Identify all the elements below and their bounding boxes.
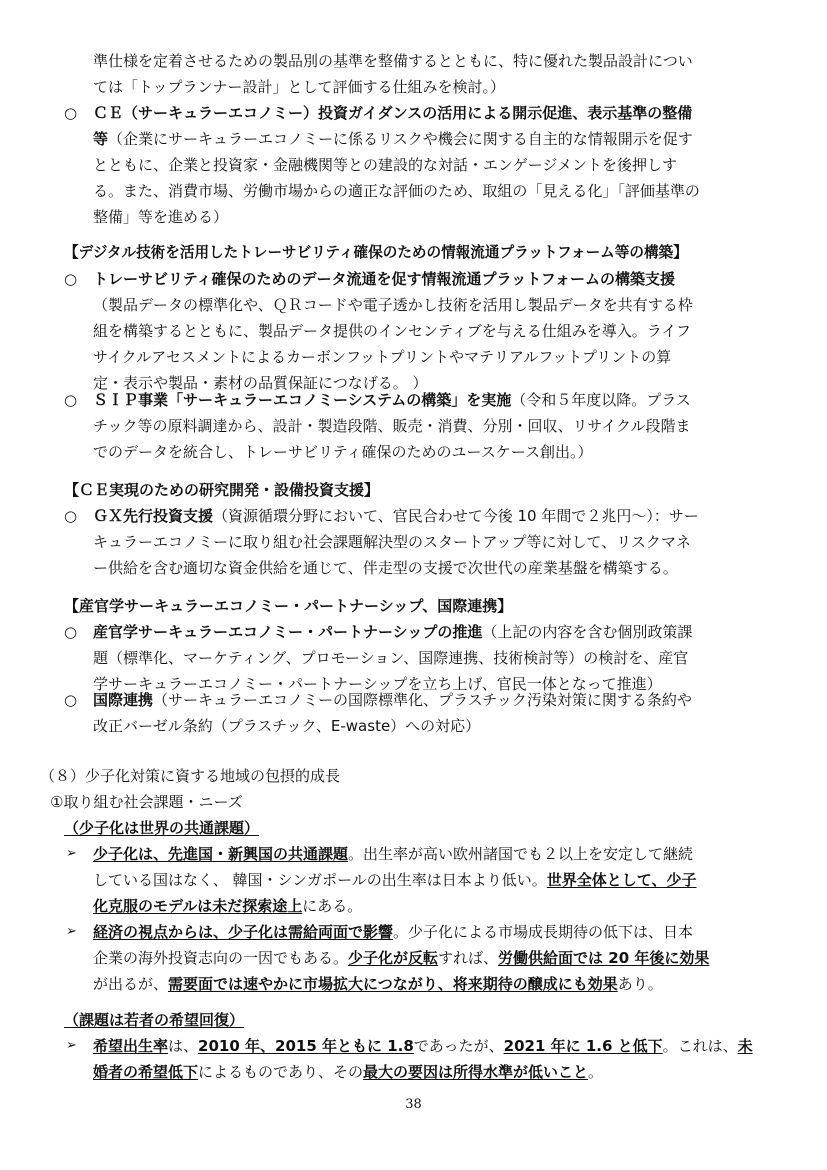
circle-bullet-icon: ○: [64, 623, 78, 641]
rd-section-heading: 【ＣＥ実現のための研究開発・設備投資支援】: [64, 481, 380, 499]
circle-bullet-icon: ○: [64, 507, 78, 525]
para-1-line-2: している国はなく、 韓国・シンガポールの出生率は日本より低い。世界全体として、少子: [93, 871, 697, 889]
para-2-line-3: が出るが、需要面では速やかに市場拡大につながり、将来期待の醸成にも効果あり。: [93, 975, 663, 993]
para-2-line-2: 企業の海外投資志向の一因でもある。少子化が反転すれば、労働供給面では 20 年後に効果: [93, 949, 710, 967]
arrow-bullet-icon: ➢: [66, 846, 77, 861]
sip-project-line-1: ＳＩＰ事業「サーキュラーエコノミーシステムの構築」を実施（令和５年度以降。プラス: [93, 391, 691, 409]
circle-bullet-icon: ○: [64, 104, 78, 122]
arrow-bullet-icon: ➢: [66, 1038, 77, 1053]
international-line-2: 改正バーゼル条約（プラスチック、E-waste）への対応）: [93, 717, 481, 735]
ce-guidance-line-5: 整備」等を進める）: [93, 208, 229, 226]
traceability-line-4: サイクルアセスメントによるカーボンフットプリントやマテリアルフットプリントの算: [93, 348, 672, 366]
traceability-platform-title: トレーサビリティ確保のためのデータ流通を促す情報流通プラットフォームの構築支援: [93, 270, 676, 288]
group-heading-youth-hope: （課題は若者の希望回復）: [64, 1011, 245, 1029]
traceability-line-2: （製品データの標準化や、ＱＲコードや電子透かし技術を活用し製品データを共有する枠: [93, 296, 693, 314]
section-8-subheading: ①取り組む社会課題・ニーズ: [50, 793, 243, 811]
intro-line-2: ては「トップランナー設計」として評価する仕組みを検討。）: [93, 78, 506, 96]
ce-guidance-line-4: る。また、消費市場、労働市場からの適正な評価のため、取組の「見える化」「評価基準の: [93, 182, 700, 200]
section-8-heading: （８）少子化対策に資する地域の包摂的成長: [40, 767, 341, 785]
circle-bullet-icon: ○: [64, 691, 78, 709]
para-1-line-1: 少子化は、先進国・新興国の共通課題。出生率が高い欧州諸国でも２以上を安定して継続: [93, 845, 694, 863]
ce-guidance-title: ＣＥ（サーキュラーエコノミー）投資ガイダンスの活用による開示促進、表示基準の整備: [93, 104, 693, 122]
sip-project-line-2: チック等の原料調達から、設計・製造段階、販売・消費、分別・回収、リサイクル段階ま: [93, 417, 691, 435]
circle-bullet-icon: ○: [64, 270, 78, 288]
traceability-line-5: 定・表示や製品・素材の品質保証につなげる。 ）: [93, 374, 428, 392]
para-2-line-1: 経済の視点からは、少子化は需給両面で影響。少子化による市場成長期待の低下は、日本: [93, 923, 694, 941]
gx-investment-line-1: ＧＸ先行投資支援（資源循環分野において、官民合わせて今後 10 年間で２兆円〜）：サー: [93, 507, 699, 525]
partnership-line-2: 題（標準化、マーケティング、プロモーション、国際連携、技術検討等）の検討を、産官: [93, 649, 689, 667]
gx-investment-line-2: キュラーエコノミーに取り組む社会課題解決型のスタートアップ等に対して、リスクマネ: [93, 533, 691, 551]
ce-guidance-line-3: とともに、企業と投資家・金融機関等との建設的な対話・エンゲージメントを後押しす: [93, 156, 677, 174]
partnership-line-1: 産官学サーキュラーエコノミー・パートナーシップの推進（上記の内容を含む個別政策課: [93, 623, 693, 641]
partnership-line-3: 学サーキュラーエコノミー・パートナーシップを立ち上げ、官民一体となって推進）: [93, 675, 662, 693]
arrow-bullet-icon: ➢: [66, 924, 77, 939]
para-3-line-1: 希望出生率は、2010 年、2015 年ともに 1.8であったが、2021 年に 1.6 と低下。これは、未: [93, 1037, 753, 1055]
para-1-line-3: 化克服のモデルは未だ探索途上にある。: [93, 897, 363, 915]
sip-project-line-3: でのデータを統合し、トレーサビリティ確保のためのユースケース創出。）: [93, 443, 593, 461]
group-heading-declining-birthrate: （少子化は世界の共通課題）: [64, 819, 260, 837]
circle-bullet-icon: ○: [64, 391, 78, 409]
gx-investment-line-3: ー供給を含む適切な資金供給を通じて、伴走型の支援で次世代の産業基盤を構築する。: [93, 559, 678, 577]
traceability-line-3: 組を構築するとともに、製品データ提供のインセンティブを与える仕組みを導入。ライフ: [93, 322, 691, 340]
intro-line-1: 準仕様を定着させるための製品別の基準を整備するとともに、特に優れた製品設計につい: [93, 52, 693, 70]
page-number: 38: [405, 1097, 422, 1112]
digital-section-heading: 【デジタル技術を活用したトレーサビリティ確保のための情報流通プラットフォーム等の構築】: [64, 244, 688, 261]
ce-guidance-line-2: 等（企業にサーキュラーエコノミーに係るリスクや機会に関する自主的な情報開示を促す: [93, 130, 693, 148]
international-line-1: 国際連携（サーキュラーエコノミーの国際標準化、プラスチック汚染対策に関する条約や: [93, 691, 692, 709]
partnership-section-heading: 【産官学サーキュラーエコノミー・パートナーシップ、国際連携】: [64, 597, 513, 615]
para-3-line-2: 婚者の希望低下によるものであり、その最大の要因は所得水準が低いこと。: [93, 1063, 604, 1081]
